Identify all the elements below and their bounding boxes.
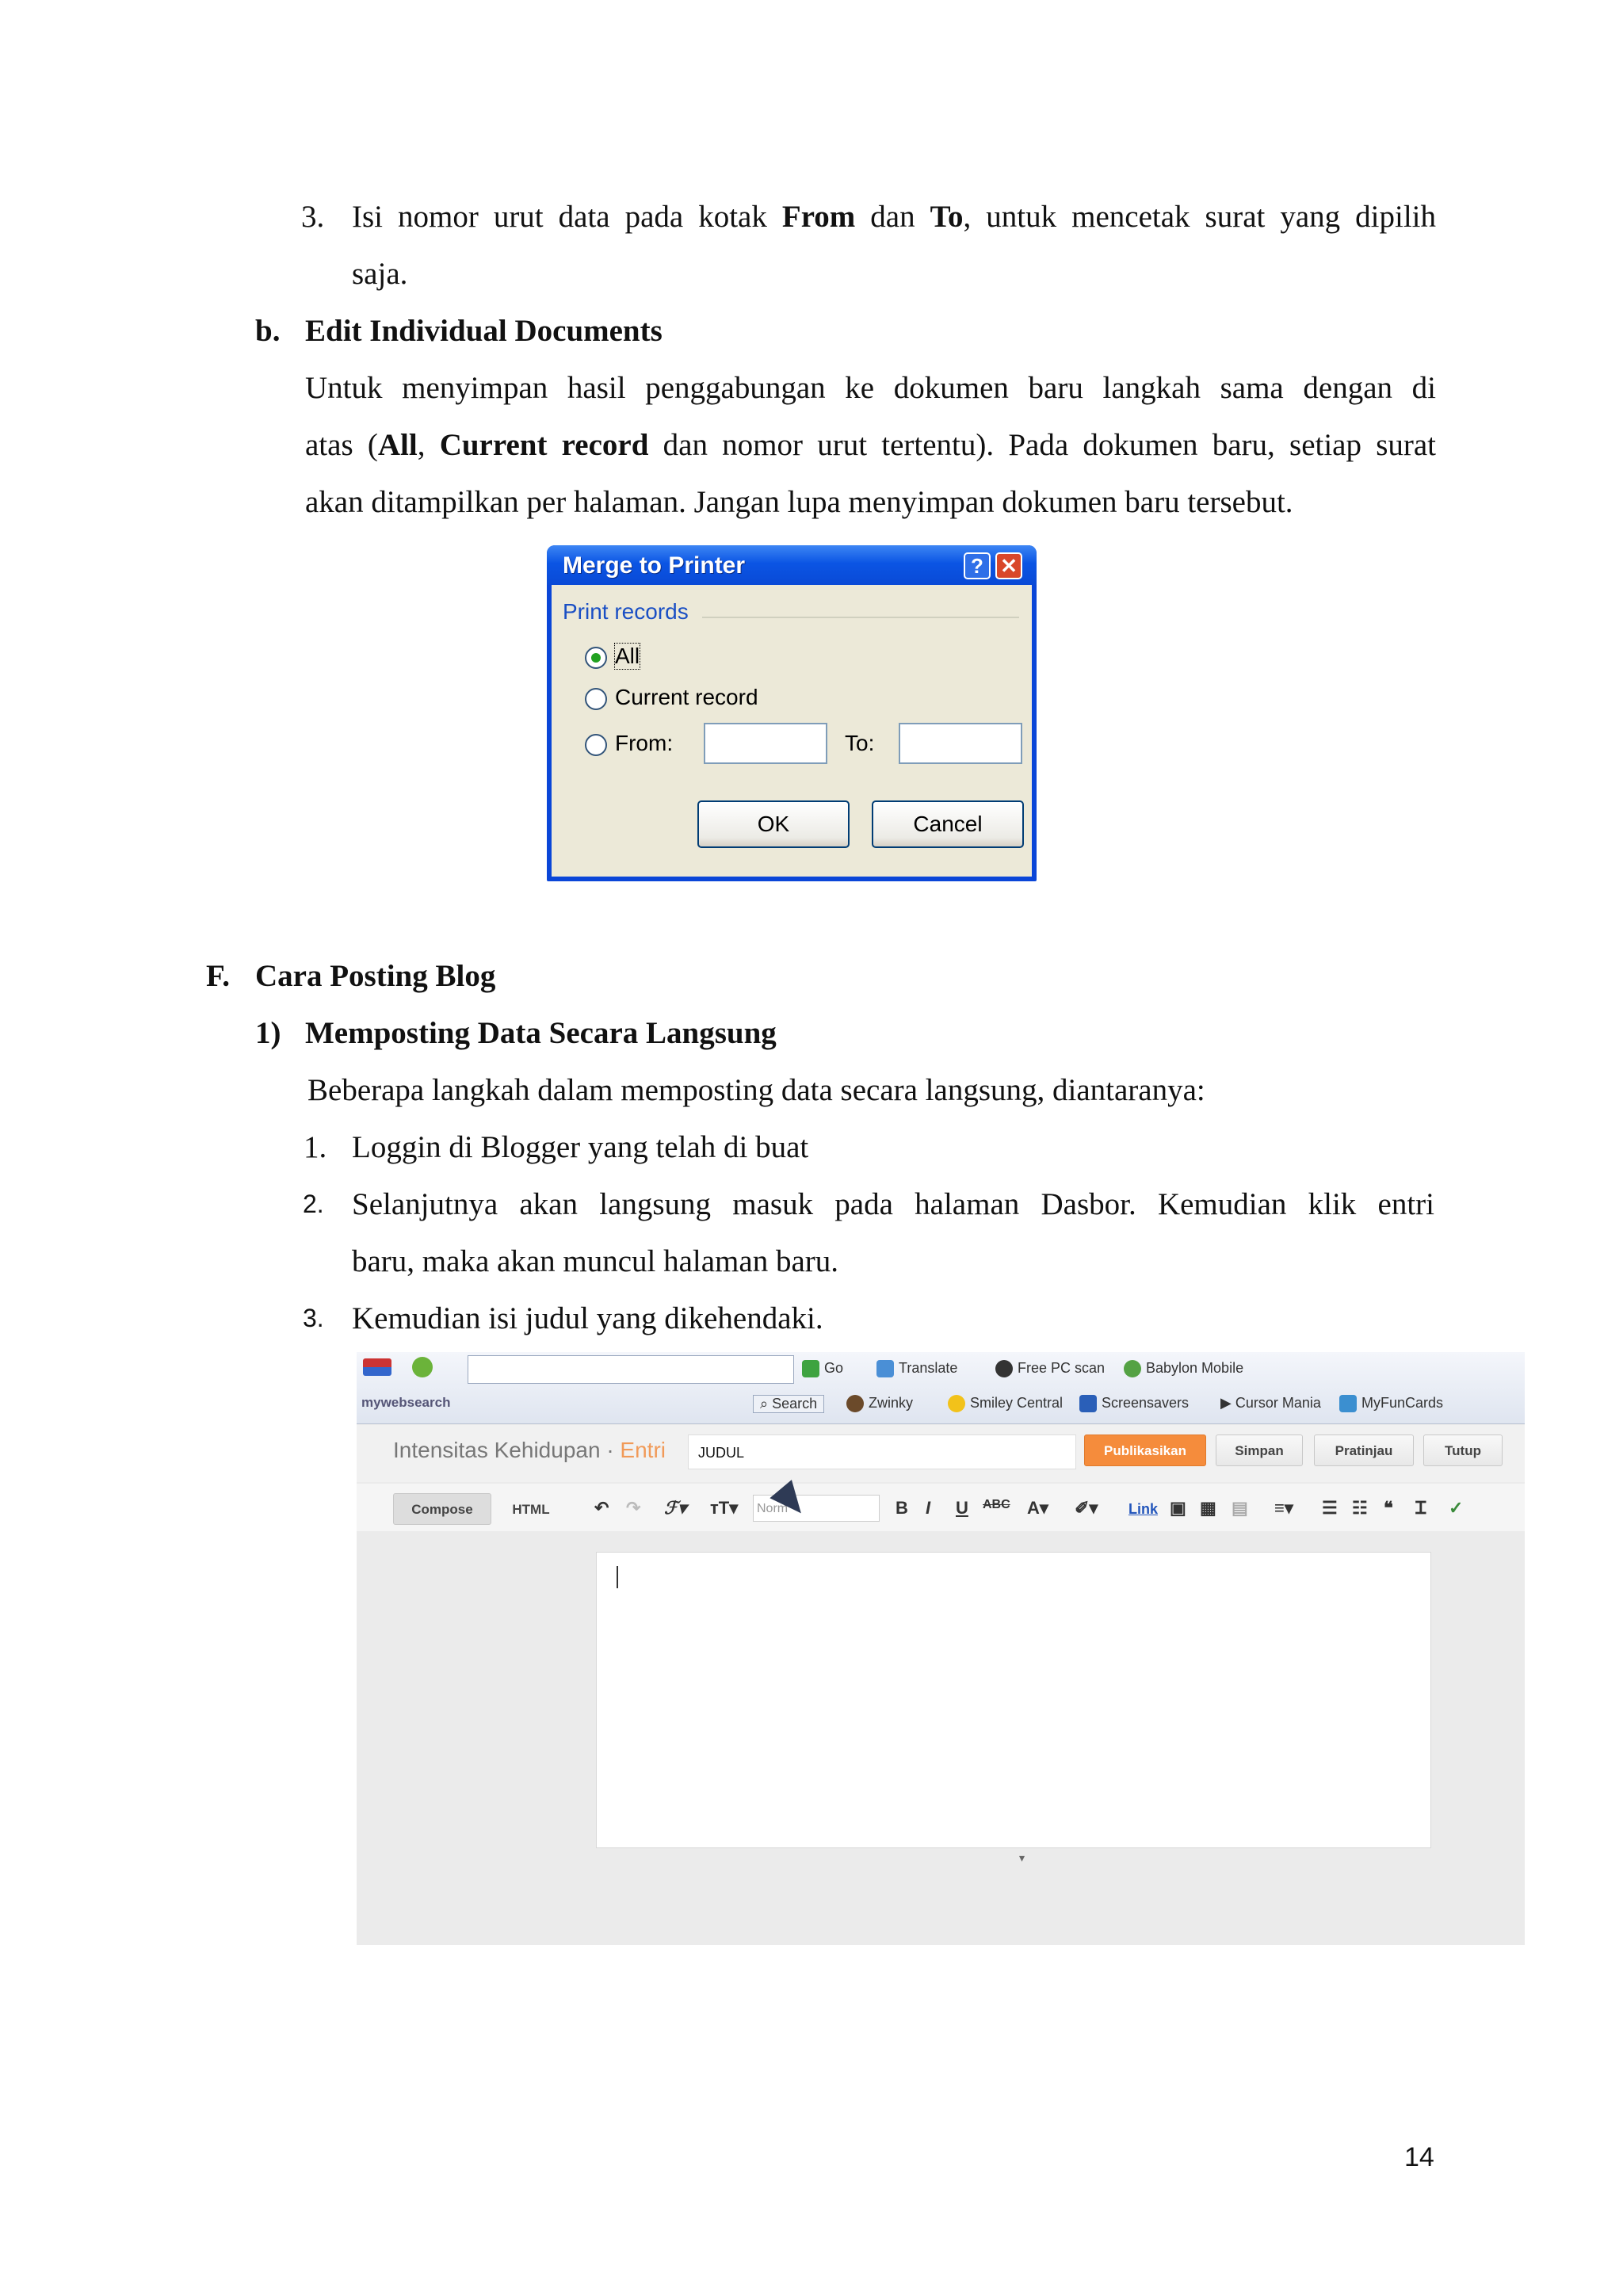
- save-button[interactable]: Simpan: [1216, 1435, 1303, 1466]
- close-button[interactable]: Tutup: [1423, 1435, 1503, 1466]
- intro-text: Beberapa langkah dalam memposting data secara langsung, diantaranya:: [307, 1073, 1205, 1107]
- strikethrough-icon[interactable]: ABC: [983, 1498, 1010, 1511]
- help-icon[interactable]: ?: [964, 552, 991, 579]
- translate-button[interactable]: Translate: [876, 1360, 957, 1377]
- search-box[interactable]: [468, 1355, 794, 1384]
- spellcheck-icon[interactable]: ✓: [1449, 1498, 1464, 1518]
- translate-icon: [876, 1360, 894, 1377]
- to-input[interactable]: [899, 723, 1022, 764]
- list-item: Selanjutnya akan langsung masuk pada halaman Dasbor. Kemudian klik entri: [352, 1187, 1434, 1221]
- paragraph-line: saja.: [352, 257, 408, 291]
- link-button[interactable]: Link: [1128, 1501, 1159, 1517]
- mywebsearch-logo: mywebsearch: [361, 1395, 451, 1410]
- list-item: baru, maka akan muncul halaman baru.: [352, 1244, 839, 1278]
- font-family-icon[interactable]: ℱ▾: [664, 1498, 687, 1518]
- list-number: 3.: [303, 1304, 324, 1332]
- page-break-icon[interactable]: ▤: [1232, 1498, 1248, 1518]
- close-icon[interactable]: ✕: [995, 552, 1022, 579]
- blog-title: Intensitas Kehidupan · Entri: [393, 1438, 666, 1462]
- radio-current-record-label[interactable]: Current record: [615, 685, 758, 709]
- list-number: 3.: [301, 200, 325, 234]
- section-heading: Cara Posting Blog: [255, 959, 496, 993]
- cursor-icon: ▶: [1220, 1395, 1235, 1411]
- to-label: To:: [845, 731, 875, 755]
- bullet-list-icon[interactable]: ☷: [1352, 1498, 1368, 1518]
- post-body-editor[interactable]: [596, 1552, 1431, 1848]
- zwinky-icon: [846, 1395, 864, 1412]
- list-item: Loggin di Blogger yang telah di buat: [352, 1130, 809, 1164]
- subsection-marker: 1): [255, 1016, 281, 1050]
- font-size-icon[interactable]: тT▾: [710, 1498, 739, 1518]
- radio-current-record[interactable]: [585, 688, 607, 710]
- list-number: 2.: [303, 1190, 324, 1218]
- radio-from-label[interactable]: From:: [615, 731, 674, 755]
- cards-icon: [1339, 1395, 1357, 1412]
- monitor-icon: [1079, 1395, 1097, 1412]
- quote-icon[interactable]: ❝: [1384, 1498, 1393, 1518]
- bold-icon[interactable]: B: [896, 1498, 908, 1518]
- group-label: Print records: [563, 599, 689, 624]
- subsection-heading: Memposting Data Secara Langsung: [305, 1016, 777, 1050]
- browser-toolbar: [357, 1352, 1525, 1424]
- remove-format-icon[interactable]: Ꮖ: [1415, 1498, 1427, 1518]
- text-color-icon[interactable]: A▾: [1027, 1498, 1048, 1518]
- paragraph-line: Untuk menyimpan hasil penggabungan ke dokumen baru langkah sama dengan di: [305, 371, 1436, 405]
- magnifier-icon: ⌕: [760, 1396, 773, 1412]
- babylon-mobile-button[interactable]: Babylon Mobile: [1124, 1360, 1243, 1377]
- text-caret: [617, 1566, 618, 1588]
- publish-button[interactable]: Publikasikan: [1084, 1435, 1206, 1466]
- myfuncards-button[interactable]: MyFunCards: [1339, 1395, 1443, 1412]
- paragraph-line: Isi nomor urut data pada kotak From dan To, untuk mencetak surat yang dipilih: [352, 200, 1436, 234]
- scan-icon: [995, 1360, 1013, 1377]
- paragraph-line: akan ditampilkan per halaman. Jangan lupa menyimpan dokumen baru tersebut.: [305, 485, 1293, 519]
- search-button[interactable]: ⌕ Search: [753, 1395, 824, 1413]
- paragraph-line: atas (All, Current record dan nomor urut tertentu). Pada dokumen baru, setiap surat: [305, 428, 1437, 462]
- radio-all-label[interactable]: All: [615, 644, 640, 668]
- highlight-icon[interactable]: ✐▾: [1075, 1498, 1098, 1518]
- undo-icon[interactable]: ↶: [594, 1498, 609, 1518]
- underline-icon[interactable]: U: [956, 1498, 968, 1518]
- numbered-list-icon[interactable]: ☰: [1322, 1498, 1338, 1518]
- radio-from[interactable]: [585, 734, 607, 756]
- dialog-body: [552, 585, 1032, 877]
- redo-icon[interactable]: ↷: [626, 1498, 641, 1518]
- go-icon: [802, 1360, 819, 1377]
- video-icon[interactable]: ▦: [1200, 1498, 1216, 1518]
- image-icon[interactable]: ▣: [1170, 1498, 1186, 1518]
- smiley-central-button[interactable]: Smiley Central: [948, 1395, 1063, 1412]
- blogger-editor-screenshot: [357, 1352, 1525, 1945]
- page-number: 14: [1404, 2142, 1434, 2172]
- cursor-mania-button[interactable]: ▶ Cursor Mania: [1220, 1395, 1321, 1411]
- resize-handle-icon[interactable]: ▾: [1019, 1851, 1025, 1864]
- dialog-title: Merge to Printer: [563, 552, 746, 579]
- section-heading: Edit Individual Documents: [305, 314, 663, 348]
- merge-to-printer-dialog: [547, 545, 1037, 881]
- section-marker: b.: [255, 314, 281, 348]
- dialog-titlebar: [547, 545, 1037, 585]
- entry-label: Entri: [620, 1438, 666, 1462]
- free-pc-scan-button[interactable]: Free PC scan: [995, 1360, 1105, 1377]
- italic-icon[interactable]: I: [926, 1498, 931, 1518]
- preview-button[interactable]: Pratinjau: [1314, 1435, 1414, 1466]
- align-icon[interactable]: ≡▾: [1274, 1498, 1293, 1518]
- smiley-icon: [948, 1395, 965, 1412]
- babylon-icon: [1124, 1360, 1141, 1377]
- post-title-input[interactable]: JUDUL: [688, 1435, 1076, 1469]
- group-divider: [702, 617, 1019, 618]
- radio-all[interactable]: [585, 647, 607, 669]
- compose-tab[interactable]: Compose: [393, 1493, 491, 1525]
- zwinky-button[interactable]: Zwinky: [846, 1395, 913, 1412]
- list-item: Kemudian isi judul yang dikehendaki.: [352, 1301, 823, 1335]
- screensavers-button[interactable]: Screensavers: [1079, 1395, 1189, 1412]
- go-button[interactable]: Go: [802, 1360, 843, 1377]
- format-select[interactable]: Norm: [753, 1495, 880, 1522]
- section-marker: F.: [206, 959, 230, 993]
- from-input[interactable]: [704, 723, 827, 764]
- cancel-button[interactable]: Cancel: [872, 800, 1024, 848]
- flag-icon[interactable]: [363, 1358, 391, 1376]
- refresh-icon[interactable]: [412, 1357, 433, 1377]
- ok-button[interactable]: OK: [697, 800, 850, 848]
- html-tab[interactable]: HTML: [512, 1502, 550, 1517]
- list-number: 1.: [304, 1130, 327, 1164]
